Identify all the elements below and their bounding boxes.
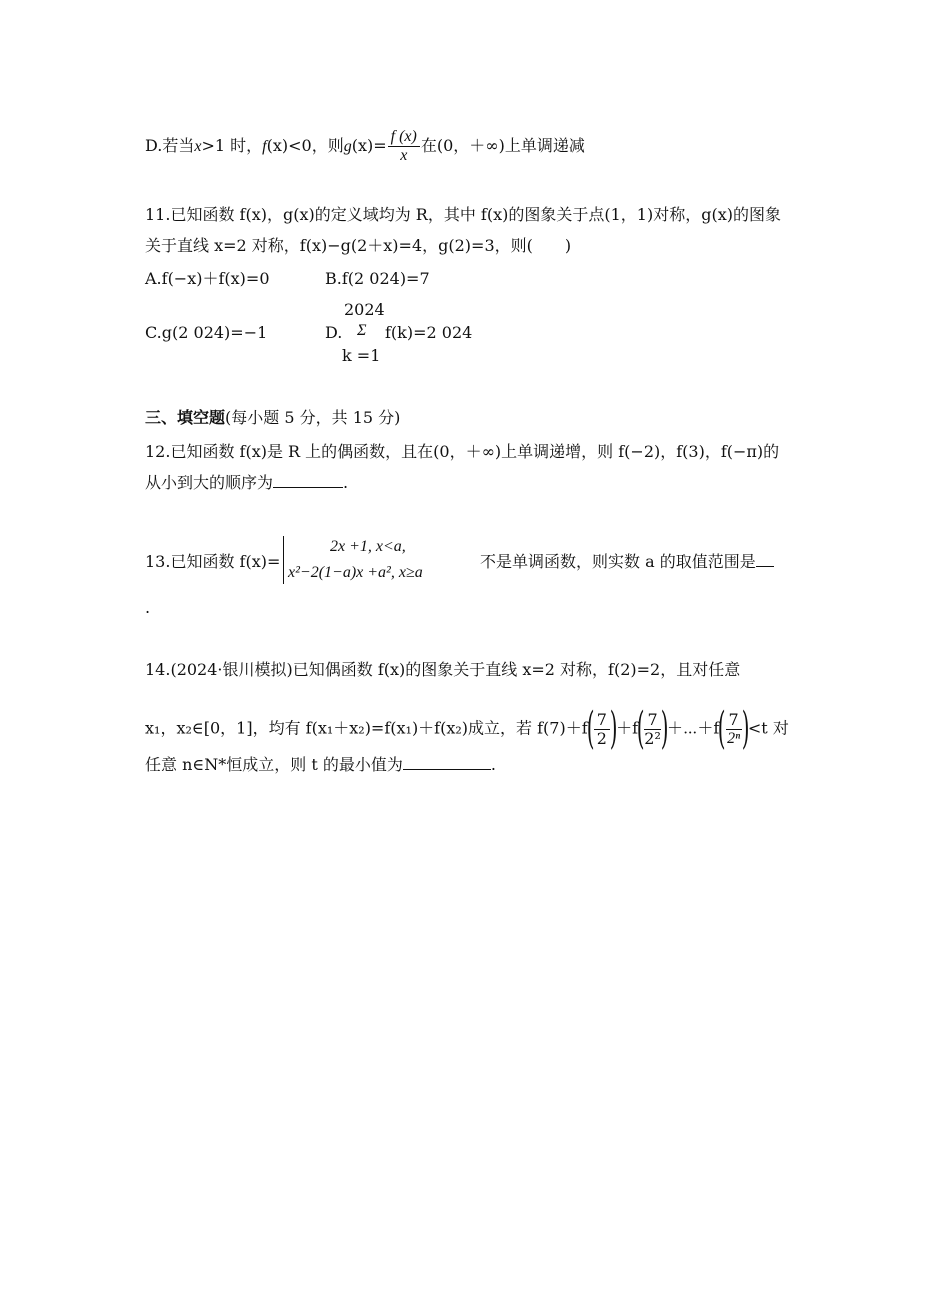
q12-line2-text: 从小到大的顺序为 [145,473,274,492]
sigma-upper-limit: 2024 [344,300,385,319]
section-3-note: (每小题 5 分，共 15 分) [225,408,401,427]
q13-end: . [145,598,151,617]
q14-line2-text: x₁，x₂∈[0，1]，均有 f(x₁＋x₂)=f(x₁)＋f(x₂)成立，若 f(7)＋f [145,718,588,738]
q11-option-a: A.f(−x)＋f(x)=0 [145,269,270,288]
option-d-suffix: 在(0，＋∞)上单调递减 [420,136,585,155]
q14-plus-2: ＋⋯＋f [667,718,720,738]
option-d-line [145,128,585,165]
section-3-title: 三、填空题 [145,408,226,427]
q12-line2 [145,473,348,493]
sigma-symbol: Σ [357,322,367,339]
q13-suffix-line [480,552,774,572]
fraction-7-over-2: $\frac{7}{2}$ [594,711,610,748]
q13-suffix: 不是单调函数，则实数 a 的取值范围是 [480,552,756,571]
q14-plus-1: ＋f [616,718,639,738]
q11-option-d-label: D. [325,323,343,342]
answer-blank[interactable] [756,552,774,567]
fraction-7-over-2-power-n: $\frac{7}{\text{2ⁿ}}$ [727,709,741,747]
var-x: x [194,138,202,155]
condition-text: >1 时， [201,136,263,155]
fraction-fx-over-x: $\frac{f (x)}{x}$ [388,128,420,165]
func-f: f [262,138,267,155]
section-3-heading [145,408,400,428]
q11-option-c: C.g(2 024)=−1 [145,323,268,342]
q11-option-d-term: f(k)=2 024 [385,323,473,342]
q11-line2: 关于直线 x=2 对称，f(x)−g(2＋x)=4，g(2)=3，则( ) [145,236,572,255]
piecewise-case-2: x²−2(1−a)x +a², x≥a [288,564,423,581]
q14-line1: 14.(2024·银川模拟)已知偶函数 f(x)的图象关于直线 x=2 对称，f(2)=2，且对任意 [145,660,741,679]
fraction-7-over-2-squared: $\frac{7}{\text{2²}}$ [644,709,661,748]
q14-line2: x₁，x₂∈[0，1]，均有 f(x₁＋x₂)=f(x₁)＋f(x₂)成立，若 f(7)＋f( $\frac{7}{2}$ )＋f( $\frac{7}{\text{2²}}$ )＋⋯＋f( $\frac{7}{\text{2ⁿ}}$ )<t 对 [145,703,789,754]
func-f-arg: (x)<0，则 [266,136,344,155]
func-g-arg: (x)= [351,136,387,155]
func-g: g [343,138,352,155]
q12-end: . [343,473,349,492]
answer-blank[interactable] [273,473,343,488]
q14-line3 [145,755,496,775]
q12-line1: 12.已知函数 f(x)是 R 上的偶函数，且在(0，＋∞)上单调递增，则 f(−2)，f(3)，f(−π)的 [145,442,780,461]
sigma-lower-limit: k =1 [342,346,381,365]
q14-line2-end: <t 对 [747,718,789,738]
q11-line1: 11.已知函数 f(x)，g(x)的定义域均为 R，其中 f(x)的图象关于点(1，1)对称，g(x)的图象 [145,205,781,224]
piecewise-brace [283,536,284,584]
piecewise-case-1: 2x +1, x<a, [330,538,406,555]
q11-option-b: B.f(2 024)=7 [325,269,430,288]
q14-line3-text: 任意 n∈N*恒成立，则 t 的最小值为 [145,755,403,774]
q13-prefix: 13.已知函数 f(x)= [145,552,281,571]
option-d-prefix: D.若当 [145,136,195,155]
q14-end: . [490,755,496,774]
answer-blank[interactable] [403,755,491,770]
